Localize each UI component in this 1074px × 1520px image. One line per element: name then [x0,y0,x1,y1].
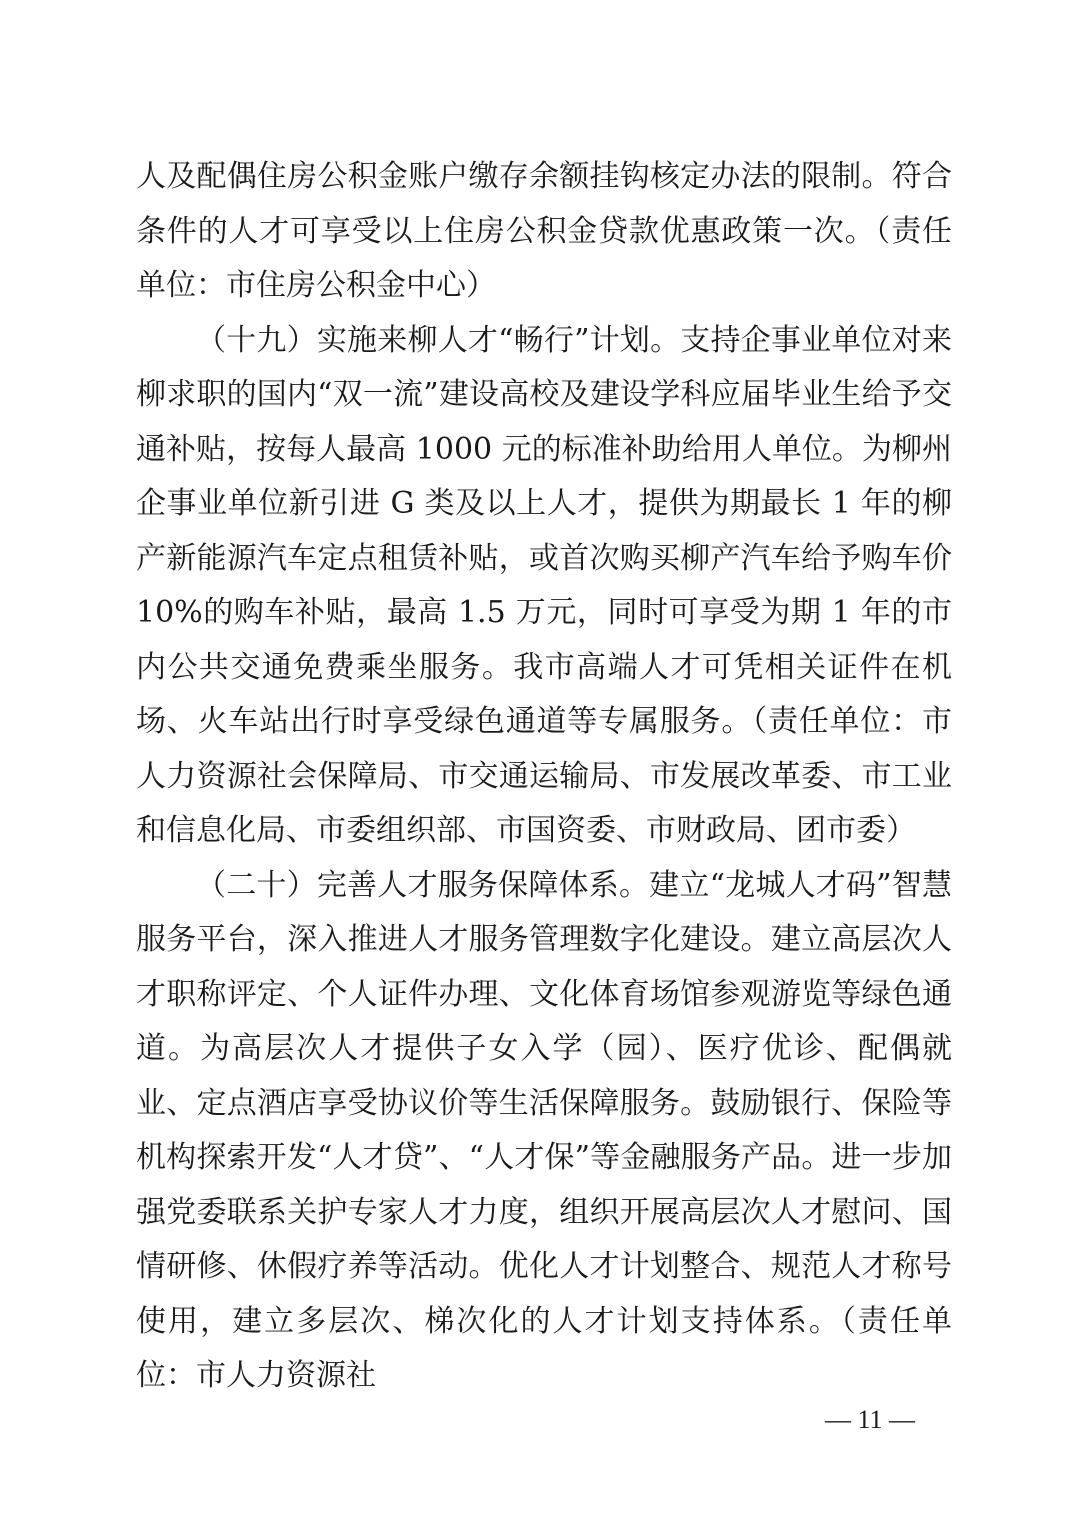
paragraph-item-19: （十九）实施来柳人才“畅行”计划。支持企事业单位对来柳求职的国内“双一流”建设高校及建设学科应届毕业生给予交通补贴，按每人最高 1000 元的标准补助给用人单位。为柳州企事业单位新引进 G 类及以上人才，提供为期最长 1 年的柳产新能源汽车定点租赁补贴，或首次购买柳产汽车给予购车价 10%的购车补贴，最高 1.5 万元，同时可享受为期 1 年的市内公共交通免费乘坐服务。我市高端人才可凭相关证件在机场、火车站出行时享受绿色通道等专属服务。（责任单位：市人力资源社会保障局、市交通运输局、市发展改革委、市工业和信息化局、市委组织部、市国资委、市财政局、团市委） [136,322,952,848]
paragraph-item-20: （二十）完善人才服务保障体系。建立“龙城人才码”智慧服务平台，深入推进人才服务管理数字化建设。建立高层次人才职称评定、个人证件办理、文化体育场馆参观游览等绿色通道。为高层次人才提供子女入学（园）、医疗优诊、配偶就业、定点酒店享受协议价等生活保障服务。鼓励银行、保险等机构探索开发“人才贷”、“人才保”等金融服务产品。进一步加强党委联系关护专家人才力度，组织开展高层次人才慰问、国情研修、休假疗养等活动。优化人才计划整合、规范人才称号使用，建立多层次、梯次化的人才计划支持体系。（责任单位：市人力资源社 [136,867,952,1393]
page-number: — 11 — [824,1405,916,1434]
document-body [136,150,952,1404]
paragraph-continuation: 人及配偶住房公积金账户缴存余额挂钩核定办法的限制。符合条件的人才可享受以上住房公积金贷款优惠政策一次。（责任单位：市住房公积金中心） [136,159,952,303]
